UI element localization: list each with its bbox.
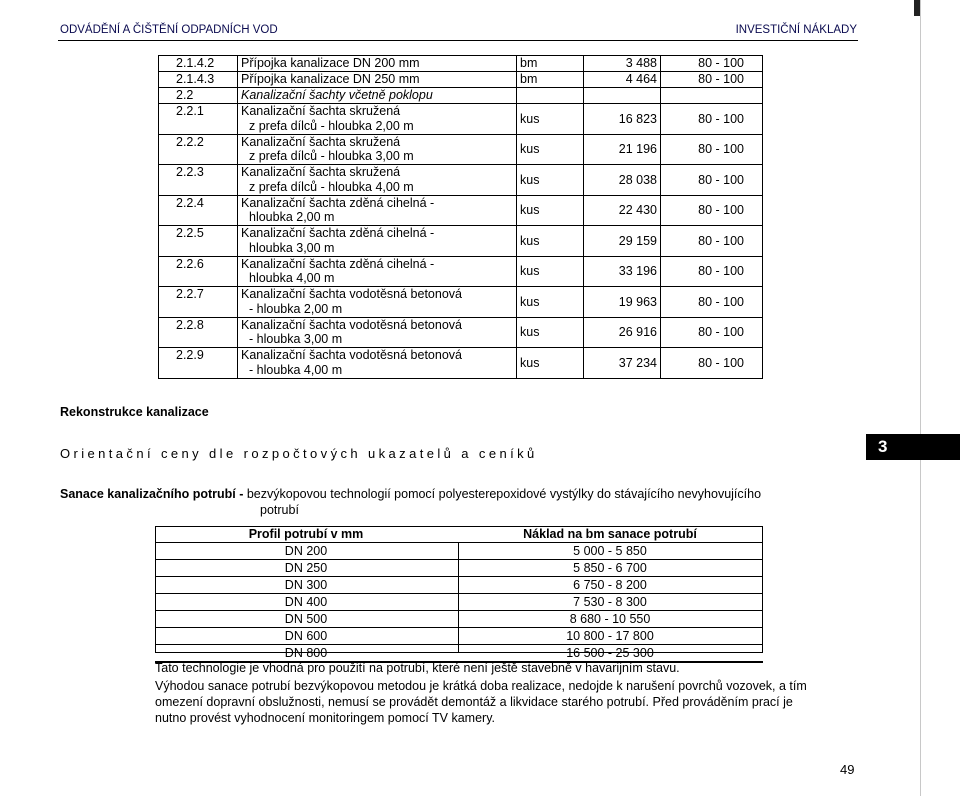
profil-dn: DN 500 [155, 611, 457, 628]
item-unit: kus [517, 348, 584, 379]
section-label: Rekonstrukce kanalizace [60, 405, 209, 419]
profil-cost: 16 500 - 25 300 [457, 645, 763, 663]
profil-dn: DN 200 [155, 543, 457, 560]
profil-header-2: Náklad na bm sanace potrubí [457, 526, 763, 543]
header-right-title: INVESTIČNÍ NÁKLADY [735, 24, 857, 36]
item-name-line: hloubka 4,00 m [249, 271, 335, 286]
items-row [159, 195, 763, 226]
item-range: 80 - 100 [661, 56, 763, 72]
items-row [159, 317, 763, 348]
item-code: 2.2.1 [159, 104, 238, 135]
profil-row [155, 543, 763, 560]
item-range: 80 - 100 [661, 72, 763, 88]
profil-cost: 5 850 - 6 700 [457, 560, 763, 577]
profil-cost: 6 750 - 8 200 [457, 577, 763, 594]
item-unit: bm [517, 56, 584, 72]
orientation-heading: Orientační ceny dle rozpočtových ukazatelů a ceníků [60, 446, 538, 461]
item-name [238, 348, 517, 379]
sanace-lead: Sanace kanalizačního potrubí - [60, 487, 244, 501]
page-number: 49 [840, 762, 855, 777]
item-quantity: 16 823 [584, 104, 661, 135]
item-quantity: 19 963 [584, 287, 661, 318]
item-name-line: Kanalizační šachta zděná cihelná - [241, 195, 435, 210]
item-name-line: Kanalizační šachta vodotěsná betonová [241, 348, 462, 363]
item-code: 2.2 [159, 88, 238, 104]
item-name [238, 256, 517, 287]
item-code: 2.2.3 [159, 165, 238, 196]
item-unit: bm [517, 72, 584, 88]
item-quantity: 21 196 [584, 134, 661, 165]
item-name-line: Kanalizační šachty včetně poklopu [241, 88, 433, 103]
item-quantity: 29 159 [584, 226, 661, 257]
profil-row [155, 611, 763, 628]
profil-cost: 8 680 - 10 550 [457, 611, 763, 628]
profil-row [155, 628, 763, 645]
item-range: 80 - 100 [661, 134, 763, 165]
paragraph-2: Výhodou sanace potrubí bezvýkopovou metodou je krátká doba realizace, nedojde k narušení povrchů vozovek, a tím [155, 679, 807, 693]
items-row [159, 287, 763, 318]
paragraph-1: Tato technologie je vhodná pro použití na potrubí, které není ještě stavebně v havarijním stavu. [155, 661, 680, 675]
item-name-line: Kanalizační šachta skružená [241, 165, 401, 180]
item-code: 2.2.8 [159, 317, 238, 348]
item-unit: kus [517, 317, 584, 348]
profil-header-1: Profil potrubí v mm [155, 526, 457, 543]
profil-dn: DN 300 [155, 577, 457, 594]
profil-table [155, 526, 763, 663]
item-name [238, 88, 517, 104]
item-unit [517, 88, 584, 104]
paragraph-3: omezení dopravní obslužnosti, nemusí se provádět demontáž a likvidace starého potrubí. Před prováděním prací je [155, 695, 793, 709]
items-row [159, 104, 763, 135]
item-code: 2.2.6 [159, 256, 238, 287]
item-range: 80 - 100 [661, 287, 763, 318]
item-quantity: 37 234 [584, 348, 661, 379]
header-rule [58, 40, 858, 41]
profil-dn: DN 800 [155, 645, 457, 663]
item-name-line: z prefa dílců - hloubka 2,00 m [249, 118, 414, 133]
item-name-line: hloubka 3,00 m [249, 240, 335, 255]
item-unit: kus [517, 256, 584, 287]
item-name-line: Přípojka kanalizace DN 200 mm [241, 56, 420, 71]
item-unit: kus [517, 195, 584, 226]
item-name-line: Přípojka kanalizace DN 250 mm [241, 72, 420, 87]
item-code: 2.2.5 [159, 226, 238, 257]
item-range: 80 - 100 [661, 104, 763, 135]
item-name-line: Kanalizační šachta skružená [241, 134, 401, 149]
item-name [238, 56, 517, 72]
item-quantity [584, 88, 661, 104]
item-name-line: Kanalizační šachta vodotěsná betonová [241, 287, 462, 302]
item-code: 2.1.4.3 [159, 72, 238, 88]
item-quantity: 3 488 [584, 56, 661, 72]
item-code: 2.2.4 [159, 195, 238, 226]
item-name [238, 134, 517, 165]
item-name-line: Kanalizační šachta vodotěsná betonová [241, 317, 462, 332]
item-name-line: z prefa dílců - hloubka 4,00 m [249, 179, 414, 194]
item-range: 80 - 100 [661, 256, 763, 287]
item-quantity: 22 430 [584, 195, 661, 226]
item-name-line: - hloubka 2,00 m [249, 301, 343, 316]
sanace-text-2: potrubí [260, 503, 299, 517]
profil-cost: 10 800 - 17 800 [457, 628, 763, 645]
item-code: 2.1.4.2 [159, 56, 238, 72]
profil-dn: DN 400 [155, 594, 457, 611]
item-code: 2.2.9 [159, 348, 238, 379]
profil-table-separator [458, 542, 459, 653]
items-row [159, 56, 763, 72]
item-range: 80 - 100 [661, 195, 763, 226]
profil-dn: DN 600 [155, 628, 457, 645]
item-range: 80 - 100 [661, 226, 763, 257]
item-unit: kus [517, 226, 584, 257]
item-name [238, 165, 517, 196]
item-name [238, 317, 517, 348]
page-edge-line [920, 0, 921, 796]
profil-row [155, 560, 763, 577]
paragraph-4: nutno provést vyhodnocení monitoringem pomocí TV kamery. [155, 711, 495, 725]
profil-row [155, 594, 763, 611]
item-name [238, 195, 517, 226]
items-row [159, 88, 763, 104]
item-range: 80 - 100 [661, 317, 763, 348]
item-quantity: 26 916 [584, 317, 661, 348]
items-row [159, 226, 763, 257]
item-unit: kus [517, 287, 584, 318]
item-name-line: z prefa dílců - hloubka 3,00 m [249, 149, 414, 164]
item-name [238, 287, 517, 318]
item-unit: kus [517, 165, 584, 196]
item-quantity: 28 038 [584, 165, 661, 196]
item-quantity: 33 196 [584, 256, 661, 287]
items-row [159, 256, 763, 287]
profil-cost: 7 530 - 8 300 [457, 594, 763, 611]
header-left-title: ODVÁDĚNÍ A ČIŠTĚNÍ ODPADNÍCH VOD [60, 24, 278, 36]
item-code: 2.2.7 [159, 287, 238, 318]
item-name-line: hloubka 2,00 m [249, 210, 335, 225]
sanace-paragraph [60, 486, 830, 518]
items-row [159, 165, 763, 196]
page-edge-tick [914, 0, 920, 16]
item-unit: kus [517, 134, 584, 165]
item-name-line: - hloubka 3,00 m [249, 332, 343, 347]
item-name [238, 104, 517, 135]
item-name-line: - hloubka 4,00 m [249, 362, 343, 377]
items-row [159, 348, 763, 379]
sanace-text-1: bezvýkopovou technologií pomocí polyesterepoxidové vystýlky do stávajícího nevyhovujícího [243, 487, 762, 501]
item-range: 80 - 100 [661, 165, 763, 196]
profil-dn: DN 250 [155, 560, 457, 577]
items-row [159, 72, 763, 88]
item-name [238, 226, 517, 257]
items-table [158, 55, 763, 379]
chapter-badge: 3 [866, 434, 960, 460]
item-quantity: 4 464 [584, 72, 661, 88]
item-range [661, 88, 763, 104]
item-name [238, 72, 517, 88]
item-name-line: Kanalizační šachta skružená [241, 104, 401, 119]
profil-cost: 5 000 - 5 850 [457, 543, 763, 560]
item-code: 2.2.2 [159, 134, 238, 165]
item-name-line: Kanalizační šachta zděná cihelná - [241, 226, 435, 241]
item-name-line: Kanalizační šachta zděná cihelná - [241, 256, 435, 271]
item-range: 80 - 100 [661, 348, 763, 379]
item-unit: kus [517, 104, 584, 135]
items-row [159, 134, 763, 165]
profil-row [155, 577, 763, 594]
